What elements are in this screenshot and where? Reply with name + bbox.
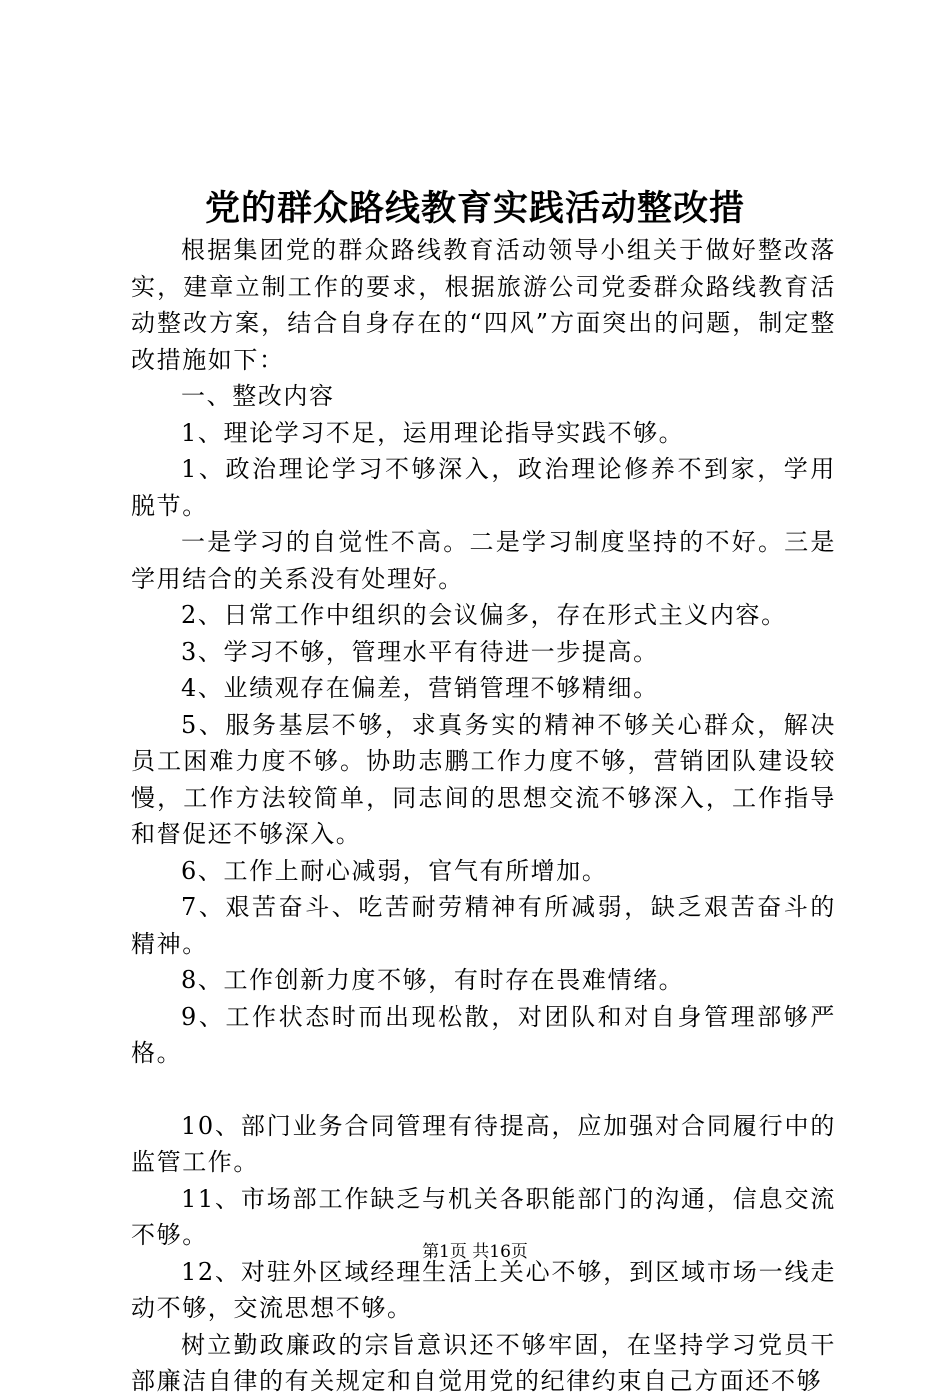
paragraph-item: 一是学习的自觉性不高。二是学习制度坚持的不好。三是学用结合的关系没有处理好。 <box>131 528 836 593</box>
document-title: 党的群众路线教育实践活动整改措 <box>204 188 745 229</box>
paragraph-intro: 根据集团党的群众路线教育活动领导小组关于做好整改落实，建章立制工作的要求，根据旅游公司党委群众路线教育活动整改方案，结合自身存在的“四风”方面突出的问题，制定整改措施如下： <box>131 236 836 374</box>
paragraph-item: 4、业绩观存在偏差，营销管理不够精细。 <box>181 674 659 702</box>
paragraph-item: 11、市场部工作缺乏与机关各职能部门的沟通，信息交流不够。 <box>131 1184 836 1249</box>
paragraph-item: 9、工作状态时而出现松散，对团队和对自身管理部够严格。 <box>131 1002 836 1067</box>
page-number-footer: 第1页 共16页 <box>422 1242 528 1262</box>
paragraph-item: 3、学习不够，管理水平有待进一步提高。 <box>181 637 659 666</box>
paragraph-item: 7、艰苦奋斗、吃苦耐劳精神有所减弱，缺乏艰苦奋斗的精神。 <box>131 893 836 958</box>
paragraph-item: 6、工作上耐心减弱，官气有所增加。 <box>181 856 608 885</box>
paragraph-item: 10、部门业务合同管理有待提高，应加强对合同履行中的监管工作。 <box>131 1111 836 1176</box>
document-body <box>131 232 836 1400</box>
paragraph-item: 1、理论学习不足，运用理论指导实践不够。 <box>181 418 685 447</box>
paragraph-item: 8、工作创新力度不够，有时存在畏难情绪。 <box>181 966 685 994</box>
section-heading: 一、整改内容 <box>181 382 335 410</box>
paragraph-item: 1、政治理论学习不够深入，政治理论修养不到家，学用脱节。 <box>131 455 836 520</box>
blank-line <box>131 1072 836 1108</box>
paragraph-item: 12、对驻外区域经理生活上关心不够，到区域市场一线走动不够，交流思想不够。 <box>131 1257 836 1322</box>
paragraph-item: 5、服务基层不够，求真务实的精神不够关心群众，解决员工困难力度不够。协助志鹏工作力度不够，营销团队建设较慢，工作方法较简单，同志间的思想交流不够深入，工作指导和督促还不够深入。 <box>131 710 836 848</box>
paragraph-item: 树立勤政廉政的宗旨意识还不够牢固，在坚持学习党员干部廉洁自律的有关规定和自觉用党的纪律约束自己方面还不够 <box>131 1330 836 1395</box>
paragraph-item: 2、日常工作中组织的会议偏多，存在形式主义内容。 <box>181 601 787 629</box>
